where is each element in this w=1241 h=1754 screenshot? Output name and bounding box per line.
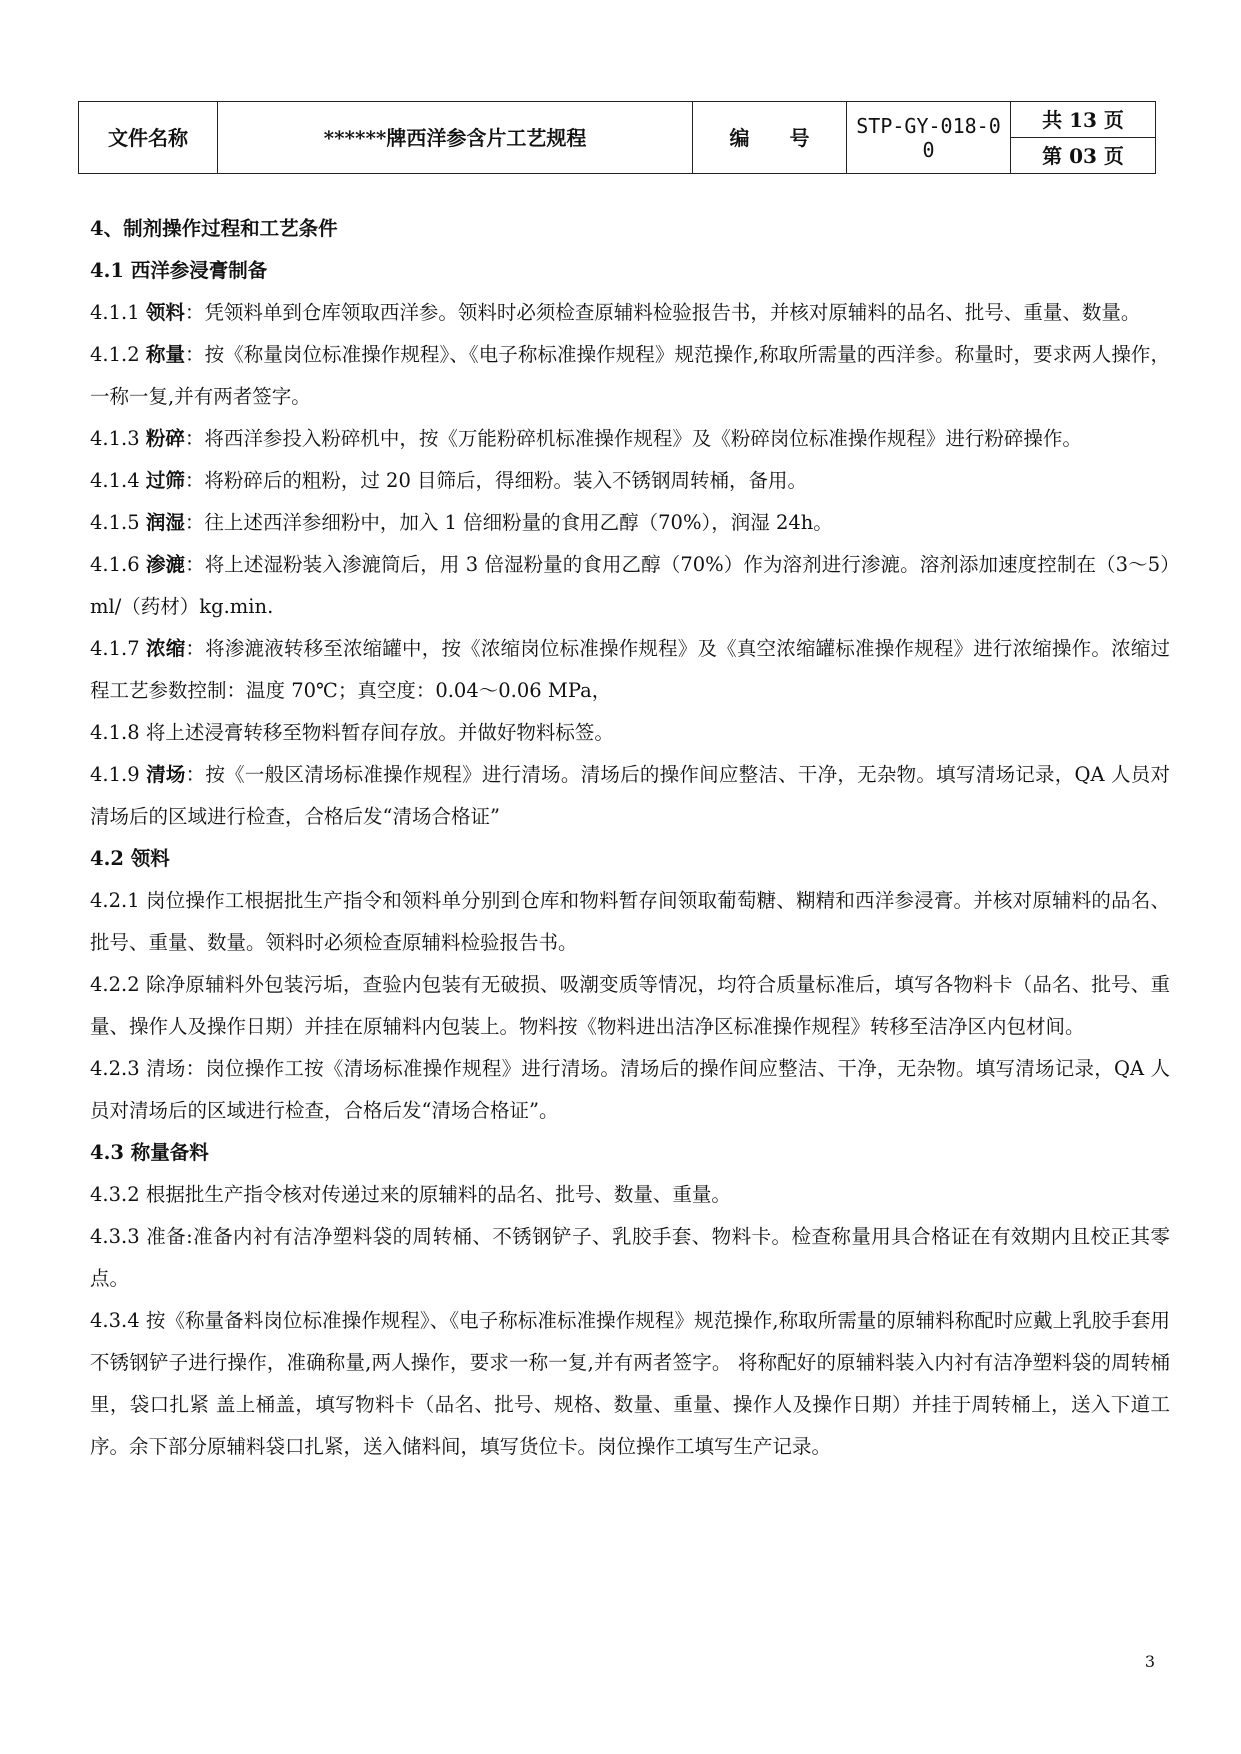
document-body <box>90 208 1170 1468</box>
item-number: 4.1.4 <box>90 469 146 492</box>
item-number: 4.1.3 <box>90 427 146 450</box>
item-text: ：将渗漉液转移至浓缩罐中，按《浓缩岗位标准操作规程》及《真空浓缩罐标准操作规程》进行浓缩操作。浓缩过程工艺参数控制：温度 70℃；真空度：0.04～0.06 MPa， <box>90 637 1170 702</box>
paragraph-4-1-3 <box>90 418 1170 460</box>
item-label: 清场 <box>146 763 186 786</box>
file-name-label: 文件名称 <box>79 102 218 174</box>
item-label: 粉碎 <box>145 427 185 450</box>
item-label: 润湿 <box>145 511 185 534</box>
paragraph-4-3-4: 4.3.4 按《称量备料岗位标准操作规程》、《电子称标准标准操作规程》规范操作,称取所需量的原辅料称配时应戴上乳胶手套用不锈钢铲子进行操作，准确称量,两人操作，要求一称一复,并有两者签字。 将称配好的原辅料装入内衬有洁净塑料袋的周转桶里，袋口扎紧 盖上桶盖，填写物料卡（品名、批号、规格、数量、重量、操作人及操作日期）并挂于周转桶上，送入下道工序。余下部分原辅料袋口扎紧，送入储料间，填写货位卡。岗位操作工填写生产记录。 <box>90 1309 1170 1458</box>
paragraph-4-3-2: 4.3.2 根据批生产指令核对传递过来的原辅料的品名、批号、数量、重量。 <box>90 1183 731 1206</box>
paragraph-4-1-5 <box>90 502 1170 544</box>
subsection-title-4-1: 4.1 西洋参浸膏制备 <box>90 259 268 282</box>
paragraph-4-2-3: 4.2.3 清场：岗位操作工按《清场标准操作规程》进行清场。清场后的操作间应整洁、干净，无杂物。填写清场记录，QA 人员对清场后的区域进行检查，合格后发“清场合格证”。 <box>90 1057 1170 1122</box>
paragraph-4-1-9 <box>90 754 1170 838</box>
item-text: ：往上述西洋参细粉中，加入 1 倍细粉量的食用乙醇（70%），润湿 24h。 <box>184 511 833 534</box>
item-text: ：将上述湿粉装入渗漉筒后，用 3 倍湿粉量的食用乙醇（70%）作为溶剂进行渗漉。溶剂添加速度控制在（3～5）ml/（药材）kg.min. <box>90 553 1170 618</box>
item-text: ：将粉碎后的粗粉，过 20 目筛后，得细粉。装入不锈钢周转桶，备用。 <box>184 469 808 492</box>
paragraph-4-1-1 <box>90 292 1170 334</box>
item-label: 浓缩 <box>146 637 186 660</box>
subsection-title-4-2: 4.2 领料 <box>90 847 170 870</box>
item-text: ：凭领料单到仓库领取西洋参。领料时必须检查原辅料检验报告书，并核对原辅料的品名、批号、重量、数量。 <box>184 301 1141 324</box>
paragraph-4-1-7 <box>90 628 1170 712</box>
item-number: 4.1.6 <box>90 553 146 576</box>
document-header-table <box>78 101 1156 174</box>
item-text: ：将西洋参投入粉碎机中，按《万能粉碎机标准操作规程》及《粉碎岗位标准操作规程》进行粉碎操作。 <box>184 427 1082 450</box>
item-text: ：按《称量岗位标准操作规程》、《电子称标准操作规程》规范操作,称取所需量的西洋参。称量时，要求两人操作，一称一复,并有两者签字。 <box>90 343 1170 408</box>
page-number: 3 <box>1144 1652 1155 1671</box>
item-number: 4.1.9 <box>90 763 147 786</box>
total-pages: 共 13 页 <box>1011 102 1156 138</box>
item-number: 4.1.7 <box>90 637 147 660</box>
paragraph-4-1-2 <box>90 334 1170 418</box>
item-number: 4.1.1 <box>90 301 146 324</box>
paragraph-4-2-1: 4.2.1 岗位操作工根据批生产指令和领料单分别到仓库和物料暂存间领取葡萄糖、糊精和西洋参浸膏。并核对原辅料的品名、批号、重量、数量。领料时必须检查原辅料检验报告书。 <box>90 889 1170 954</box>
file-name: ******牌西洋参含片工艺规程 <box>218 102 693 174</box>
paragraph-4-1-8: 4.1.8 将上述浸膏转移至物料暂存间存放。并做好物料标签。 <box>90 721 614 744</box>
paragraph-4-3-3: 4.3.3 准备:准备内衬有洁净塑料袋的周转桶、不锈钢铲子、乳胶手套、物料卡。检查称量用具合格证在有效期内且校正其零点。 <box>90 1225 1170 1290</box>
document-number: STP-GY-018-00 <box>847 102 1011 174</box>
paragraph-4-1-6 <box>90 544 1170 628</box>
current-page: 第 03 页 <box>1011 138 1156 174</box>
item-text: ：按《一般区清场标准操作规程》进行清场。清场后的操作间应整洁、干净，无杂物。填写清场记录，QA 人员对清场后的区域进行检查，合格后发“清场合格证” <box>90 763 1170 828</box>
paragraph-4-2-2: 4.2.2 除净原辅料外包装污垢，查验内包装有无破损、吸潮变质等情况，均符合质量标准后，填写各物料卡（品名、批号、重量、操作人及操作日期）并挂在原辅料内包装上。物料按《物料进出洁净区标准操作规程》转移至洁净区内包材间。 <box>90 973 1170 1038</box>
item-label: 过筛 <box>145 469 185 492</box>
item-label: 渗漉 <box>145 553 186 576</box>
section-title: 4、制剂操作过程和工艺条件 <box>90 217 338 240</box>
item-label: 领料 <box>145 301 185 324</box>
number-label: 编 号 <box>693 102 847 174</box>
item-number: 4.1.5 <box>90 511 146 534</box>
item-label: 称量 <box>145 343 186 366</box>
item-number: 4.1.2 <box>90 343 146 366</box>
paragraph-4-1-4 <box>90 460 1170 502</box>
subsection-title-4-3: 4.3 称量备料 <box>90 1141 209 1164</box>
